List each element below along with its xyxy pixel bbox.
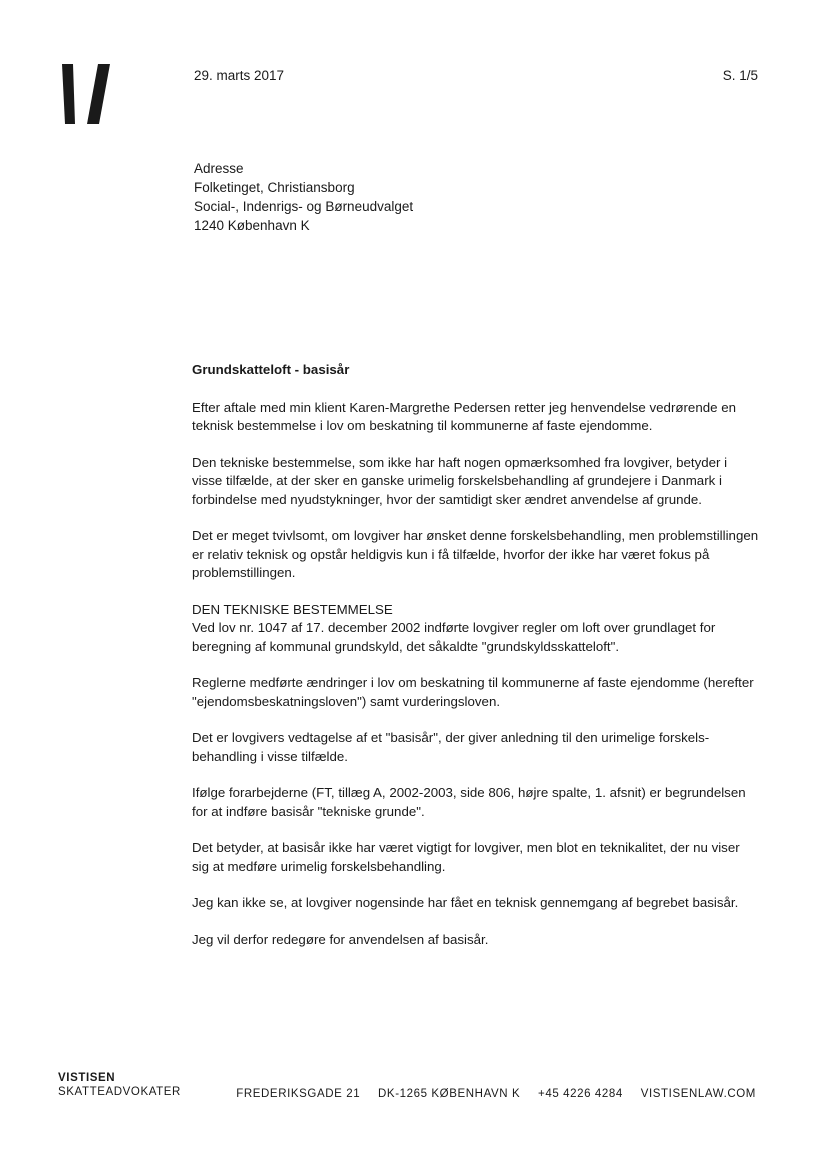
- footer-phone: +45 4226 4284: [538, 1088, 623, 1100]
- letter-subject: Grundskatteloft - basisår: [192, 362, 350, 377]
- letter-body: [192, 361, 760, 967]
- body-paragraph: Den tekniske bestemmelse, som ikke har haft nogen opmærksomhed fra lovgiver, betyder i visse tilfælde, at der sker en ganske urimelig forskelsbehandling af grundejere i Danmark i forbindelse med nyudstykninger, hvor der samtidigt sker ændret anvendelse af grunde.: [192, 454, 728, 507]
- page-number: S. 1/5: [722, 68, 758, 83]
- address-line: Social-, Indenrigs- og Børneudvalget: [194, 199, 414, 214]
- footer-contact: [236, 1088, 756, 1100]
- address-line: 1240 København K: [194, 218, 310, 233]
- letter-date: 29. marts 2017: [194, 68, 285, 83]
- body-paragraph: Reglerne medførte ændringer i lov om beskatning til kommunerne af faste ejendomme (herefter "ejendomsbeskatningsloven") samt vurderingsloven.: [192, 675, 754, 709]
- footer-city: DK-1265 KØBENHAVN K: [378, 1088, 521, 1100]
- body-paragraph: Ifølge forarbejderne (FT, tillæg A, 2002-2003, side 806, højre spalte, 1. afsnit) er begrundelsen for at indføre basisår "tekniske grunde".: [192, 785, 746, 819]
- body-paragraph: Ved lov nr. 1047 af 17. december 2002 indførte lovgiver regler om loft over grundlaget for beregning af kommunal grundskyld, det såkaldte "grundskyldsskatteloft".: [192, 620, 716, 654]
- firm-name: VISTISEN: [58, 1072, 116, 1084]
- body-paragraph: Efter aftale med min klient Karen-Margrethe Pedersen retter jeg henvendelse vedrørende en teknisk bestemmelse i lov om beskatning til kommunerne af faste ejendomme.: [192, 399, 736, 433]
- recipient-address: [194, 159, 413, 235]
- firm-subtitle: SKATTEADVOKATER: [58, 1086, 181, 1098]
- body-paragraph: Det er meget tvivlsomt, om lovgiver har ønsket denne forskelsbehandling, men problemstillingen er relativ teknisk og opstår heldigvis kun i få tilfælde, hvorfor der ikke har været fokus på problemstillingen.: [192, 528, 759, 580]
- body-paragraph: Jeg kan ikke se, at lovgiver nogensinde har fået en teknisk gennemgang af begrebet basisår.: [192, 895, 739, 910]
- footer-firm: [58, 1071, 181, 1099]
- footer-street: FREDERIKSGADE 21: [236, 1088, 361, 1100]
- section-heading: DEN TEKNISKE BESTEMMELSE: [192, 601, 393, 617]
- address-line: Adresse: [194, 161, 244, 176]
- body-paragraph: Jeg vil derfor redegøre for anvendelsen af basisår.: [192, 931, 489, 947]
- vistisen-logo-icon: [62, 64, 110, 124]
- footer-website: VISTISENLAW.COM: [640, 1088, 756, 1100]
- body-paragraph: Det er lovgivers vedtagelse af et "basisår", der giver anledning til den urimelige forskelsbehandling i visse tilfælde.: [192, 730, 710, 764]
- body-paragraph: Det betyder, at basisår ikke har været vigtigt for lovgiver, men blot en teknikalitet, der nu viser sig at medføre urimelig forskelsbehandling.: [192, 840, 740, 874]
- address-line: Folketinget, Christiansborg: [194, 180, 355, 195]
